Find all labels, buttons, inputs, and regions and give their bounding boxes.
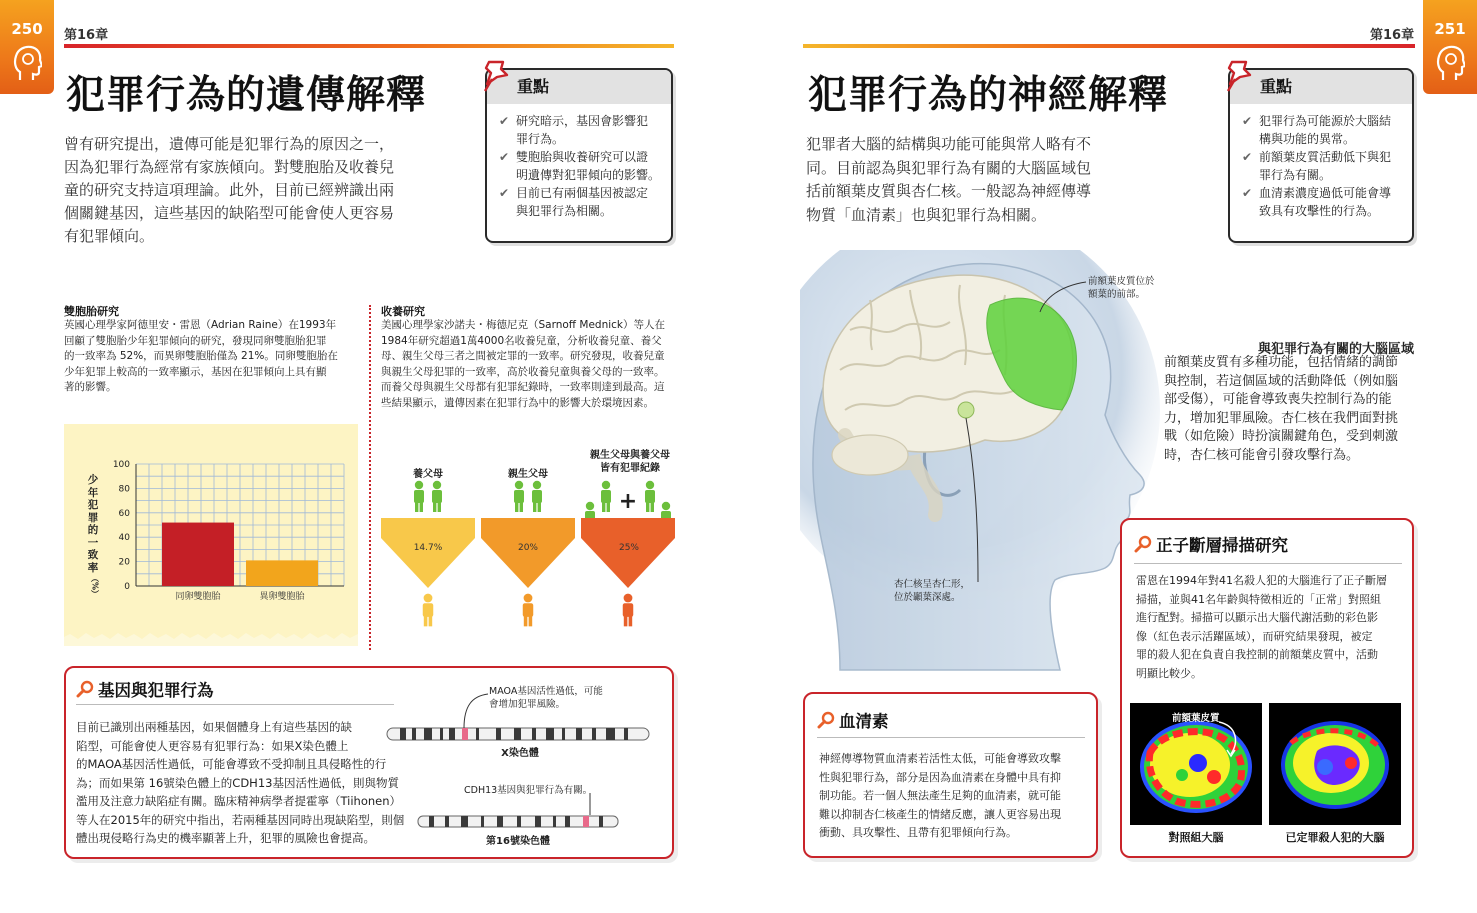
head-silhouette-icon: [12, 44, 42, 82]
left-page-title: 犯罪行為的遺傳解釋: [66, 72, 427, 118]
left-chapter-rule: [64, 44, 674, 48]
serotonin-heading-rule: [817, 737, 1085, 738]
twins-study-text: 英國心理學家阿德里安・雷恩（Adrian Raine）在1993年 回顧了雙胞胎少年犯罪傾向的研究，發現同卵雙胞胎犯罪 的一致率為 52%，而異卵雙胞胎僅為 21%。同卵雙胞胎在 少年犯罪上較高的一致率顯示，基因在犯罪傾向上具有顯 著的影響。: [64, 319, 338, 393]
chart-y-axis-label: 少 年 犯 罪 的 一 致 率 （%）: [87, 474, 100, 599]
serotonin-text: 神經傳導物質血清素若活性太低，可能會導致攻擊 性與犯罪行為，部分是因為血清素在身體中具有抑 制功能。若一個人無法產生足夠的血清素，就可能 難以抑制杏仁核產生的情緒反應，讓人更容易出現 衝動、具攻擊性、且帶有犯罪傾向行為。: [819, 752, 1061, 839]
person-icon: [432, 481, 442, 512]
key-points-heading: 重點: [1230, 70, 1412, 104]
adoption-study-heading: 收養研究: [381, 305, 425, 318]
funnel-arrow: [481, 518, 575, 588]
y-tick-label: 20: [118, 557, 130, 568]
person-icon: [414, 481, 424, 512]
plus-sign: +: [618, 489, 638, 514]
y-tick-label: 60: [118, 508, 130, 519]
right-page-tab: [1423, 0, 1477, 94]
key-point: ✔ 前額葉皮質活動低下與犯 罪行為有關。: [1242, 148, 1402, 184]
serotonin-heading: 血清素: [817, 708, 889, 732]
column-divider: [369, 305, 371, 650]
magnifier-icon: [817, 711, 835, 729]
right-intro: 犯罪者大腦的結構與功能可能與常人略有不 同。目前認為與犯罪行為有關的大腦區域包 括前額葉皮質與杏仁核。一般認為神經傳導 物質「血清素」也與犯罪行為相關。: [806, 135, 1092, 224]
both-rate: 25%: [618, 543, 639, 553]
serotonin-box: [803, 692, 1098, 858]
maoa-note: MAOA基因活性過低，可能 會增加犯罪風險。: [489, 686, 603, 710]
head-silhouette-icon: [1435, 44, 1465, 82]
y-tick-label: 40: [118, 533, 130, 544]
funnel-arrow: [581, 518, 675, 588]
right-page-number: 251: [1434, 20, 1466, 38]
brain-regions-heading: 與犯罪行為有關的大腦區域: [1257, 342, 1414, 357]
left-intro: 曾有研究提出，遺傳可能是犯罪行為的原因之一， 因為犯罪行為經常有家族傾向。對雙胞胎及收養兒 童的研究支持這項理論。此外，目前已經辨識出兩 個關鍵基因，這些基因的缺陷型可能會使人更容易 有犯罪傾向。: [64, 135, 395, 245]
pet-study-heading: 正子斷層掃描研究: [1134, 532, 1288, 556]
genes-heading-rule: [76, 704, 394, 705]
cdh13-note: CDH13基因與犯罪行為有關。: [464, 785, 593, 796]
x-category-label: 同卵雙胞胎: [175, 592, 221, 602]
genes-heading: 基因與犯罪行為: [76, 677, 214, 701]
key-points-heading: 重點: [487, 70, 671, 104]
right-chapter-rule: [803, 44, 1415, 48]
y-tick-label: 0: [124, 582, 130, 592]
chromosome-16-label: 第16號染色體: [486, 836, 550, 847]
biological-parents-label: 親生父母: [508, 469, 548, 480]
left-chapter-label: 第16章: [64, 28, 109, 43]
pet-study-text: 雷恩在1994年對41名殺人犯的大腦進行了正子斷層 掃描，並與41名年齡與特徵相近的「正常」對照組 進行配對。掃描可以顯示出大腦代謝活動的彩色影 像（紅色表示活躍區域），而研究結果發現，被定 罪的殺人犯在負責自我控制的前額葉皮質中，活動 明顯比較少。: [1136, 574, 1387, 680]
adoptive-parents-label: 養父母: [413, 469, 443, 480]
twins-concordance-chart: [64, 424, 358, 646]
bar: [246, 560, 318, 586]
adoptive-rate: 14.7%: [413, 543, 443, 553]
key-point: ✔ 研究暗示，基因會影響犯 罪行為。: [499, 112, 661, 148]
murderer-brain-caption: 已定罪殺人犯的大腦: [1285, 831, 1385, 844]
prefrontal-callout: 前額葉皮質位於 額葉的前部。: [1088, 276, 1155, 300]
right-chapter-label: 第16章: [1370, 28, 1415, 43]
brain-head-illustration: [800, 250, 1160, 690]
genes-text: 目前已識別出兩種基因，如果個體身上有這些基因的缺 陷型，可能會使人更容易有犯罪行為：如果X染色體上 的MAOA基因活性過低，可能會導致不受抑制且具侵略性的行 為；而如果第 16號染色體上的CDH13基因活性過低，則與物質 濫用及注意力缺陷症有關。臨床精神病學者提霍寧（Tiihonen） 等人在2015年的研究中指出，若兩種基因同時出現缺陷型，則個 體出現侵略行為史的機率顯著上升，犯罪的風險也會提高。: [76, 720, 405, 845]
x-chromosome-label: X染色體: [501, 748, 539, 759]
key-point: ✔ 血清素濃度過低可能會導 致具有攻擊性的行為。: [1242, 184, 1402, 220]
both-parents-label: 親生父母與養父母 皆有犯罪紀錄: [590, 450, 670, 474]
key-point: ✔ 目前已有兩個基因被認定 與犯罪行為相關。: [499, 184, 661, 220]
right-key-points-box: [1228, 68, 1414, 243]
prefrontal-scan-label: 前額葉皮質: [1172, 713, 1220, 724]
biological-rate: 20%: [517, 543, 538, 553]
pet-heading-rule: [1134, 563, 1402, 564]
x-category-label: 異卵雙胞胎: [259, 592, 305, 602]
twins-chart-card: [64, 424, 358, 646]
magnifier-icon: [76, 680, 94, 698]
control-brain-caption: 對照組大腦: [1168, 831, 1224, 844]
amygdala-callout: 杏仁核呈杏仁形， 位於顳葉深處。: [894, 579, 971, 603]
person-icon: [532, 481, 542, 512]
person-icon: [601, 481, 611, 512]
key-point: ✔ 雙胞胎與收養研究可以證 明遺傳對犯罪傾向的影響。: [499, 148, 661, 184]
person-icon: [523, 594, 534, 627]
person-icon: [623, 594, 634, 627]
person-icon: [514, 481, 524, 512]
y-tick-label: 80: [118, 484, 130, 495]
key-point: ✔ 犯罪行為可能源於大腦結 構與功能的異常。: [1242, 112, 1402, 148]
pushpin-icon: [483, 58, 513, 94]
pushpin-icon: [1226, 58, 1256, 94]
twins-study-heading: 雙胞胎研究: [64, 305, 119, 318]
left-key-points-box: [485, 68, 673, 243]
magnifier-icon: [1134, 535, 1152, 553]
bar: [162, 523, 234, 586]
left-page-number: 250: [11, 20, 43, 38]
scan-arrow: [1213, 720, 1243, 760]
funnel-arrow: [381, 518, 475, 588]
left-page-tab: [0, 0, 54, 94]
brain-regions-text: 前額葉皮質有多種功能，包括情緒的調節 與控制，若這個區域的活動降低（例如腦 部受傷），可能會導致喪失控制行為的能 力，增加犯罪風險。杏仁核在我們面對挑 戰（如危險）時扮演關鍵角色，受到刺激 時，杏仁核可能會引發攻擊行為。: [1164, 355, 1399, 463]
person-icon: [645, 481, 655, 512]
y-tick-label: 100: [112, 460, 130, 470]
chromosome-16: [417, 814, 627, 830]
x-chromosome: [386, 724, 656, 744]
murderer-brain-scan: [1269, 703, 1401, 825]
adoption-study-text: 美國心理學家沙諾夫・梅德尼克（Sarnoff Mednick）等人在 1984年研究超過1萬4000名收養兒童，分析收養兒童、養父 母、親生父母三者之間被定罪的一致率。研究發現，收養兒童 與親生父母犯罪的一致率，高於收養兒童與養父母的一致率。 而養父母與親生父母都有犯罪紀錄時，一致率則達到最高。這 些結果顯示，遺傳因素在犯罪行為中的影響大於環境因素。: [381, 319, 665, 409]
right-page-title: 犯罪行為的神經解釋: [808, 72, 1169, 118]
person-icon: [423, 594, 434, 627]
